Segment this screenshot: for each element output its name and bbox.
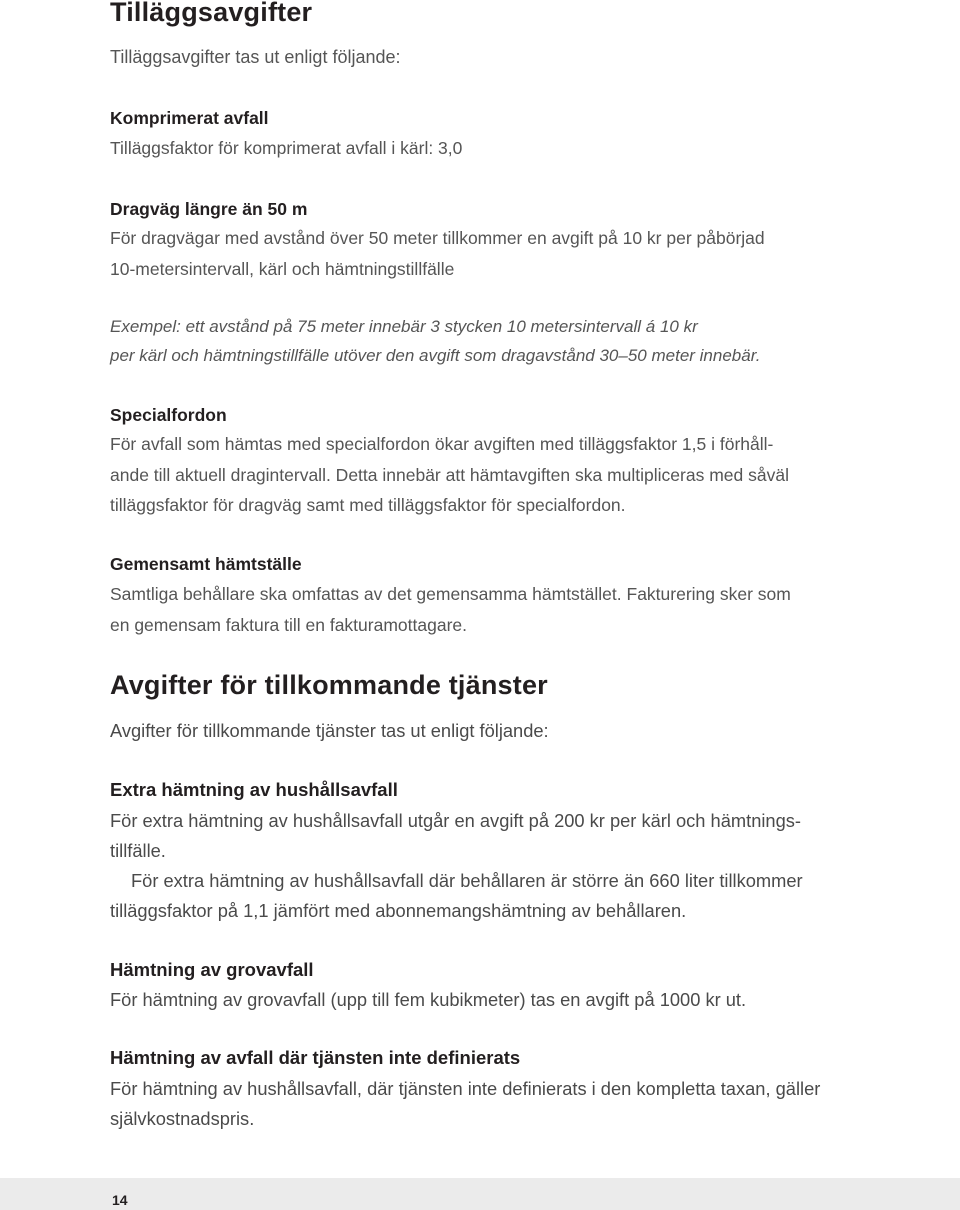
paragraph-line: tillfälle. — [110, 840, 166, 861]
subheading-komprimerat: Komprimerat avfall — [110, 108, 269, 128]
subheading-grovavfall: Hämtning av grovavfall — [110, 959, 314, 980]
section-intro: Tilläggsavgifter tas ut enligt följande: — [110, 47, 401, 67]
subheading-ej-definierat: Hämtning av avfall där tjänsten inte definierats — [110, 1047, 521, 1068]
paragraph-line: För hämtning av hushållsavfall, där tjänsten inte definierats i den kompletta taxan, gäller — [110, 1078, 821, 1099]
subheading-specialfordon: Specialfordon — [110, 405, 227, 425]
paragraph-line: 10-metersintervall, kärl och hämtningstillfälle — [110, 259, 455, 279]
section-title-tillkommande: Avgifter för tillkommande tjänster — [110, 670, 548, 700]
paragraph-line: För hämtning av grovavfall (upp till fem kubikmeter) tas en avgift på 1000 kr ut. — [110, 989, 747, 1010]
paragraph-line: självkostnadspris. — [110, 1108, 255, 1129]
subheading-gemensamt: Gemensamt hämtställe — [110, 554, 302, 574]
paragraph-line: För extra hämtning av hushållsavfall utgår en avgift på 200 kr per kärl och hämtnings- — [110, 810, 801, 831]
subheading-dragvag: Dragväg längre än 50 m — [110, 199, 308, 219]
example-line: per kärl och hämtningstillfälle utöver den avgift som dragavstånd 30–50 meter innebär. — [110, 346, 761, 365]
paragraph-line: För dragvägar med avstånd över 50 meter tillkommer en avgift på 10 kr per påbörjad — [110, 228, 765, 248]
paragraph-line: ande till aktuell dragintervall. Detta innebär att hämtavgiften ska multipliceras med såväl — [110, 465, 789, 485]
paragraph-line: tilläggsfaktor för dragväg samt med tilläggsfaktor för specialfordon. — [110, 495, 626, 515]
paragraph-line: Tilläggsfaktor för komprimerat avfall i kärl: 3,0 — [110, 138, 463, 158]
subheading-extra-hamtning: Extra hämtning av hushållsavfall — [110, 779, 398, 800]
paragraph-line: För extra hämtning av hushållsavfall där behållaren är större än 660 liter tillkommer — [131, 870, 803, 891]
paragraph-line: För avfall som hämtas med specialfordon ökar avgiften med tilläggsfaktor 1,5 i förhåll- — [110, 434, 774, 454]
example-line: Exempel: ett avstånd på 75 meter innebär 3 stycken 10 metersintervall á 10 kr — [110, 317, 698, 336]
section-intro: Avgifter för tillkommande tjänster tas ut enligt följande: — [110, 720, 549, 741]
page-number: 14 — [112, 1192, 128, 1208]
paragraph-line: Samtliga behållare ska omfattas av det gemensamma hämtstället. Fakturering sker som — [110, 584, 791, 604]
paragraph-line: en gemensam faktura till en fakturamottagare. — [110, 615, 467, 635]
page-footer — [0, 1178, 960, 1210]
paragraph-line: tilläggsfaktor på 1,1 jämfört med abonnemangshämtning av behållaren. — [110, 900, 687, 921]
section-title-tillaggsavgifter: Tilläggsavgifter — [110, 0, 313, 27]
